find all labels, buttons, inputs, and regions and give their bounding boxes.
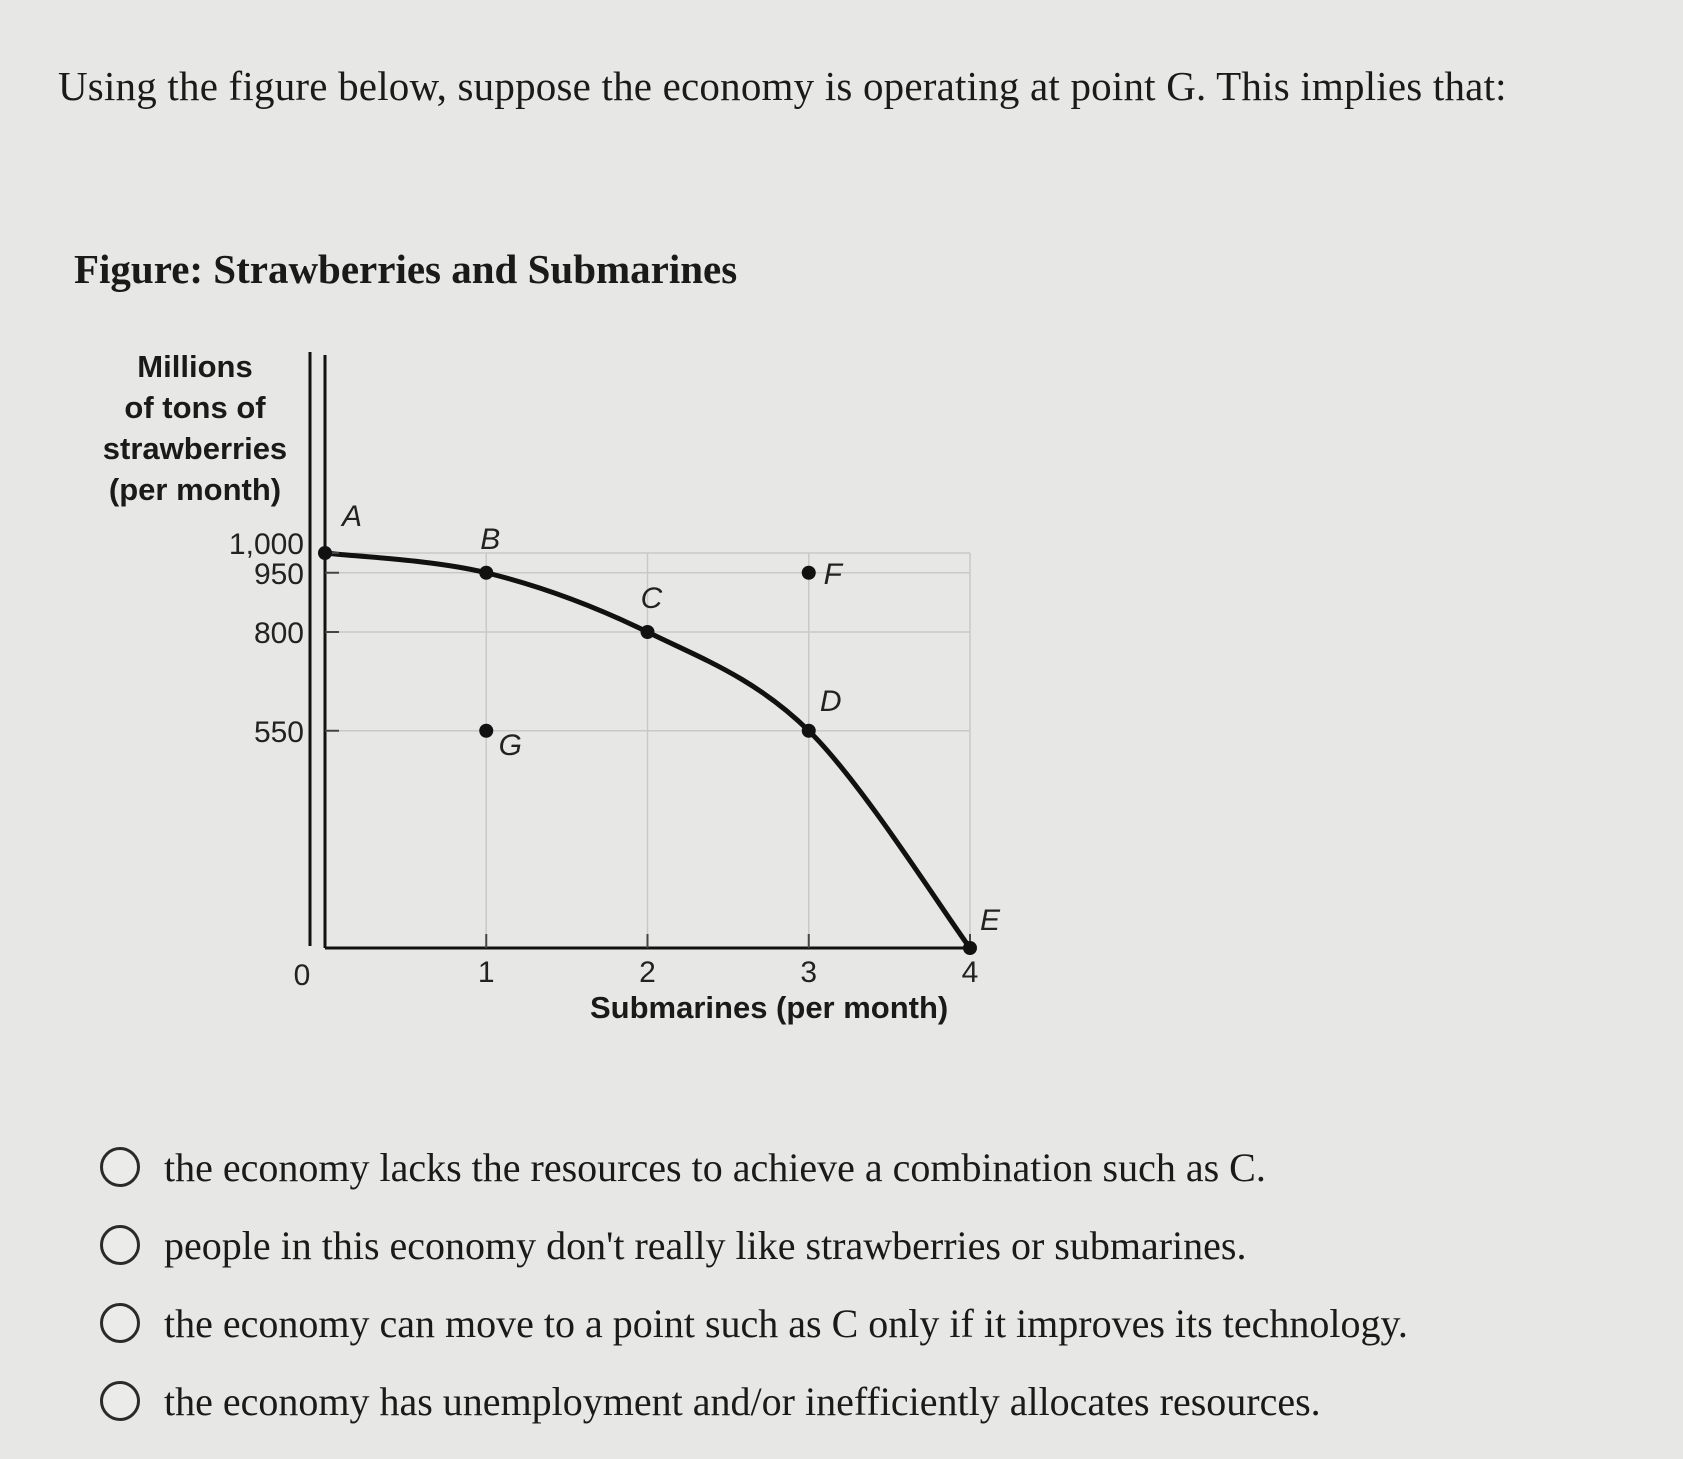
x-axis-label: Submarines (per month): [590, 990, 949, 1025]
tick-labels: [229, 528, 978, 992]
option-label: the economy can move to a point such as C only if it improves its technology.: [164, 1300, 1408, 1346]
radio-button[interactable]: [100, 1225, 140, 1265]
point-label-b: B: [480, 522, 501, 556]
option-label: the economy lacks the resources to achieve a combination such as C.: [164, 1144, 1266, 1190]
y-axis-label-line: of tons of: [124, 390, 266, 425]
option-label: people in this economy don't really like strawberries or submarines.: [164, 1222, 1247, 1268]
y-tick-label: 950: [253, 557, 304, 591]
y-axis-label-line: Millions: [137, 349, 253, 384]
point-d: [802, 724, 816, 738]
point-label-d: D: [819, 684, 842, 718]
point-label-f: F: [823, 557, 842, 591]
x-tick-label: 3: [800, 956, 818, 989]
point-a: [318, 546, 332, 560]
answer-option-2[interactable]: [100, 1206, 1408, 1284]
y-axis-label: [80, 346, 310, 510]
y-tick-label: 800: [253, 617, 304, 650]
answer-option-1[interactable]: [100, 1128, 1408, 1206]
point-c: [641, 625, 655, 639]
point-label-e: E: [979, 904, 1001, 937]
answer-options: [100, 1128, 1408, 1440]
point-label-g: G: [498, 728, 522, 762]
chart-axes: [310, 352, 972, 948]
answer-option-3[interactable]: [100, 1284, 1408, 1362]
chart-points: [318, 500, 1001, 955]
point-label-c: C: [640, 582, 663, 615]
origin-label: 0: [293, 959, 311, 992]
point-label-a: A: [341, 500, 363, 533]
y-tick-label: 1,000: [228, 528, 304, 561]
radio-button[interactable]: [100, 1303, 140, 1343]
radio-button[interactable]: [100, 1147, 140, 1187]
point-e: [963, 941, 977, 955]
question-text: Using the figure below, suppose the economy is operating at point G. This implies that:: [58, 63, 1507, 109]
y-axis-label-line: (per month): [108, 472, 282, 507]
x-tick-label: 2: [639, 956, 656, 989]
point-g: [479, 724, 493, 738]
point-b: [479, 566, 493, 580]
option-label: the economy has unemployment and/or inefficiently allocates resources.: [164, 1378, 1321, 1424]
x-tick-label: 4: [961, 956, 979, 989]
figure-title: Figure: Strawberries and Submarines: [74, 246, 738, 292]
x-tick-label: 1: [477, 956, 495, 989]
point-f: [802, 566, 816, 580]
y-axis-label-line: strawberries: [102, 431, 288, 466]
y-tick-label: 550: [253, 715, 304, 749]
answer-option-4[interactable]: [100, 1362, 1408, 1440]
radio-button[interactable]: [100, 1381, 140, 1421]
